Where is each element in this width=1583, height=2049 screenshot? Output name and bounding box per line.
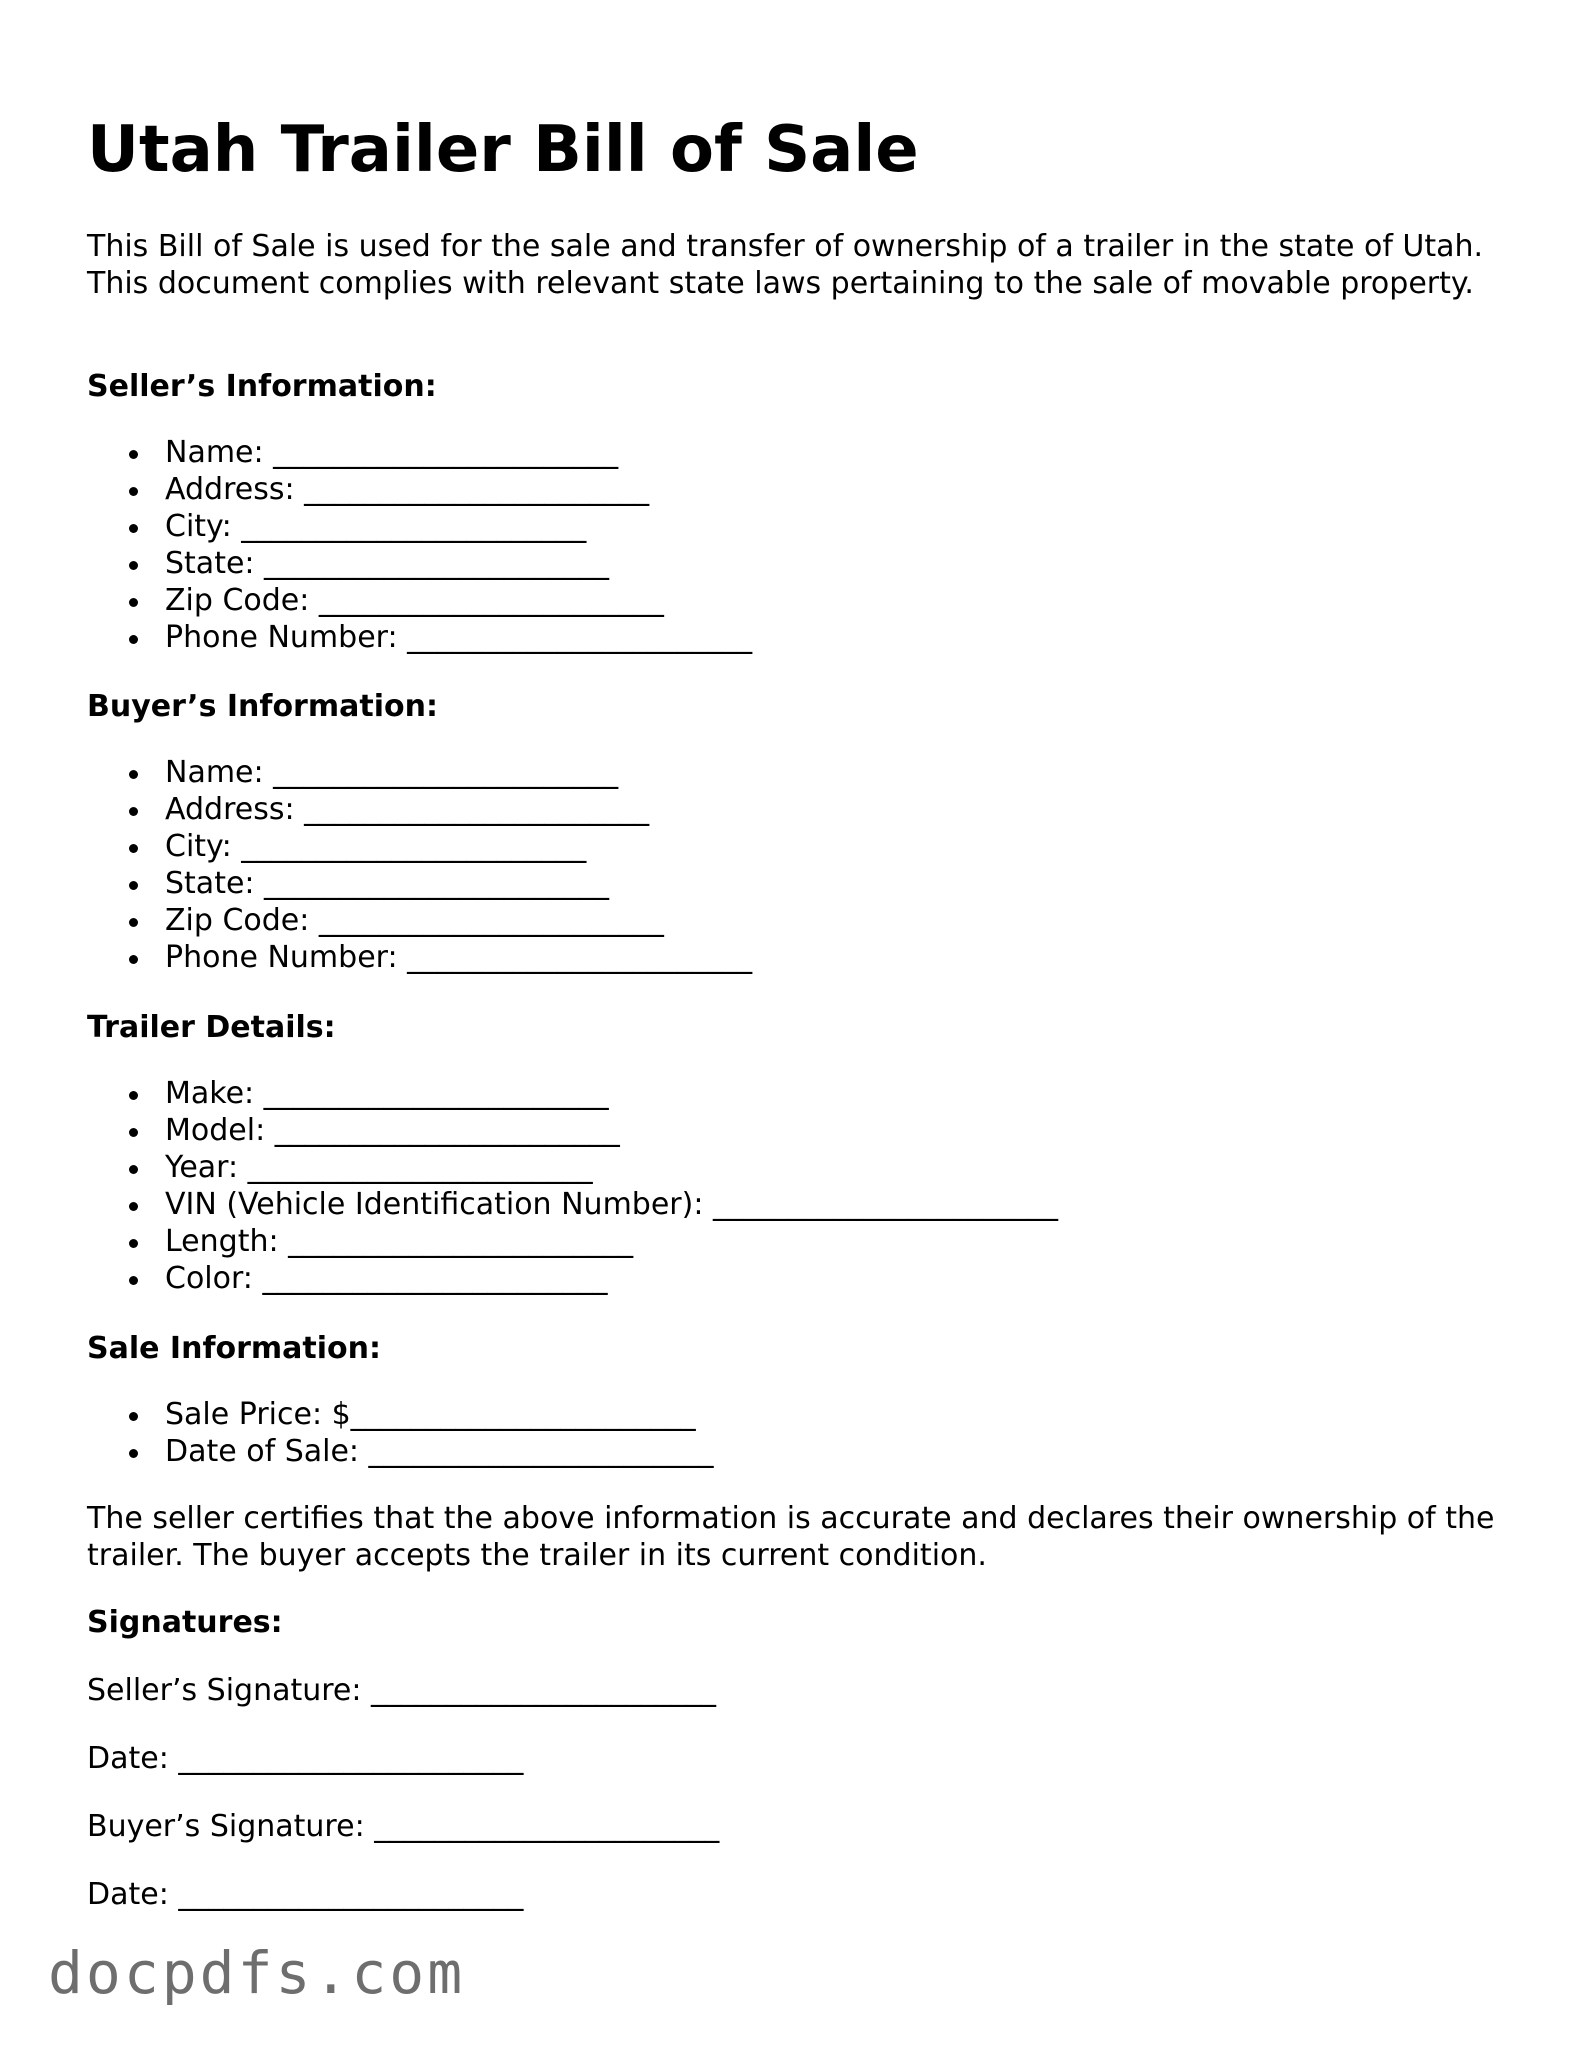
trailer-make-field[interactable] bbox=[87, 1075, 1058, 1112]
bullet bbox=[129, 1449, 138, 1458]
field-label: Address: _______________________ bbox=[165, 472, 650, 507]
document-title: Utah Trailer Bill of Sale bbox=[87, 113, 919, 187]
intro-paragraph: This Bill of Sale is used for the sale and transfer of ownership of a trailer in the state of Utah. This document complies with relevant state laws pertaining to the sale of movable property. bbox=[87, 229, 1484, 301]
buyer-state-field[interactable] bbox=[87, 865, 752, 902]
buyer-date-line[interactable]: Date: _______________________ bbox=[87, 1877, 524, 1912]
bullet bbox=[129, 955, 138, 964]
field-label: Phone Number: _______________________ bbox=[165, 940, 753, 975]
seller-name-field[interactable] bbox=[87, 434, 752, 471]
bullet bbox=[129, 1412, 138, 1421]
bullet bbox=[129, 1091, 138, 1100]
trailer-vin-field[interactable] bbox=[87, 1186, 1058, 1223]
field-label: State: _______________________ bbox=[165, 546, 610, 581]
field-label: State: _______________________ bbox=[165, 866, 610, 901]
field-label: Zip Code: _______________________ bbox=[165, 583, 664, 618]
seller-phone-field[interactable] bbox=[87, 619, 752, 656]
sellers-info-list bbox=[87, 434, 752, 656]
bullet bbox=[129, 918, 138, 927]
sale-info-heading: Sale Information: bbox=[87, 1331, 381, 1366]
seller-signature-line[interactable]: Seller’s Signature: _______________________ bbox=[87, 1673, 717, 1708]
bullet bbox=[129, 1202, 138, 1211]
bullet bbox=[129, 561, 138, 570]
trailer-details-list bbox=[87, 1075, 1058, 1297]
buyer-zip-field[interactable] bbox=[87, 902, 752, 939]
field-label: Sale Price: $_______________________ bbox=[165, 1397, 696, 1432]
field-label: Color: _______________________ bbox=[165, 1261, 608, 1296]
bullet bbox=[129, 1239, 138, 1248]
field-label: Name: _______________________ bbox=[165, 435, 619, 470]
bullet bbox=[129, 598, 138, 607]
field-label: Model: _______________________ bbox=[165, 1113, 620, 1148]
bullet bbox=[129, 635, 138, 644]
trailer-length-field[interactable] bbox=[87, 1223, 1058, 1260]
bullet bbox=[129, 450, 138, 459]
field-label: Address: _______________________ bbox=[165, 792, 650, 827]
sellers-info-heading: Seller’s Information: bbox=[87, 369, 437, 404]
trailer-year-field[interactable] bbox=[87, 1149, 1058, 1186]
buyer-signature-line[interactable]: Buyer’s Signature: _______________________ bbox=[87, 1809, 720, 1844]
field-label: VIN (Vehicle Identification Number): _______________________ bbox=[165, 1187, 1058, 1222]
buyer-city-field[interactable] bbox=[87, 828, 752, 865]
sale-price-field[interactable] bbox=[87, 1396, 714, 1433]
field-label: Name: _______________________ bbox=[165, 755, 619, 790]
bullet bbox=[129, 524, 138, 533]
trailer-color-field[interactable] bbox=[87, 1260, 1058, 1297]
seller-date-line[interactable]: Date: _______________________ bbox=[87, 1741, 524, 1776]
bullet bbox=[129, 487, 138, 496]
sale-info-list bbox=[87, 1396, 714, 1470]
buyers-info-heading: Buyer’s Information: bbox=[87, 689, 438, 724]
bullet bbox=[129, 807, 138, 816]
field-label: Zip Code: _______________________ bbox=[165, 903, 664, 938]
bullet bbox=[129, 770, 138, 779]
field-label: Phone Number: _______________________ bbox=[165, 620, 753, 655]
bullet bbox=[129, 1128, 138, 1137]
field-label: City: _______________________ bbox=[165, 509, 587, 544]
bullet bbox=[129, 881, 138, 890]
sale-date-field[interactable] bbox=[87, 1433, 714, 1470]
signatures-heading: Signatures: bbox=[87, 1605, 283, 1640]
field-label: City: _______________________ bbox=[165, 829, 587, 864]
buyers-info-list bbox=[87, 754, 752, 976]
trailer-details-heading: Trailer Details: bbox=[87, 1010, 336, 1045]
field-label: Year: _______________________ bbox=[165, 1150, 593, 1185]
seller-address-field[interactable] bbox=[87, 471, 752, 508]
field-label: Make: _______________________ bbox=[165, 1076, 609, 1111]
bullet bbox=[129, 1276, 138, 1285]
seller-city-field[interactable] bbox=[87, 508, 752, 545]
buyer-name-field[interactable] bbox=[87, 754, 752, 791]
bullet bbox=[129, 1165, 138, 1174]
field-label: Length: _______________________ bbox=[165, 1224, 634, 1259]
certification-paragraph: The seller certifies that the above information is accurate and declares their ownership of the trailer. The buyer accepts the trailer in its current condition. bbox=[87, 1501, 1495, 1573]
bullet bbox=[129, 844, 138, 853]
seller-zip-field[interactable] bbox=[87, 582, 752, 619]
buyer-phone-field[interactable] bbox=[87, 939, 752, 976]
buyer-address-field[interactable] bbox=[87, 791, 752, 828]
field-label: Date of Sale: _______________________ bbox=[165, 1434, 714, 1469]
watermark: docpdfs.com bbox=[48, 1939, 466, 2007]
trailer-model-field[interactable] bbox=[87, 1112, 1058, 1149]
seller-state-field[interactable] bbox=[87, 545, 752, 582]
